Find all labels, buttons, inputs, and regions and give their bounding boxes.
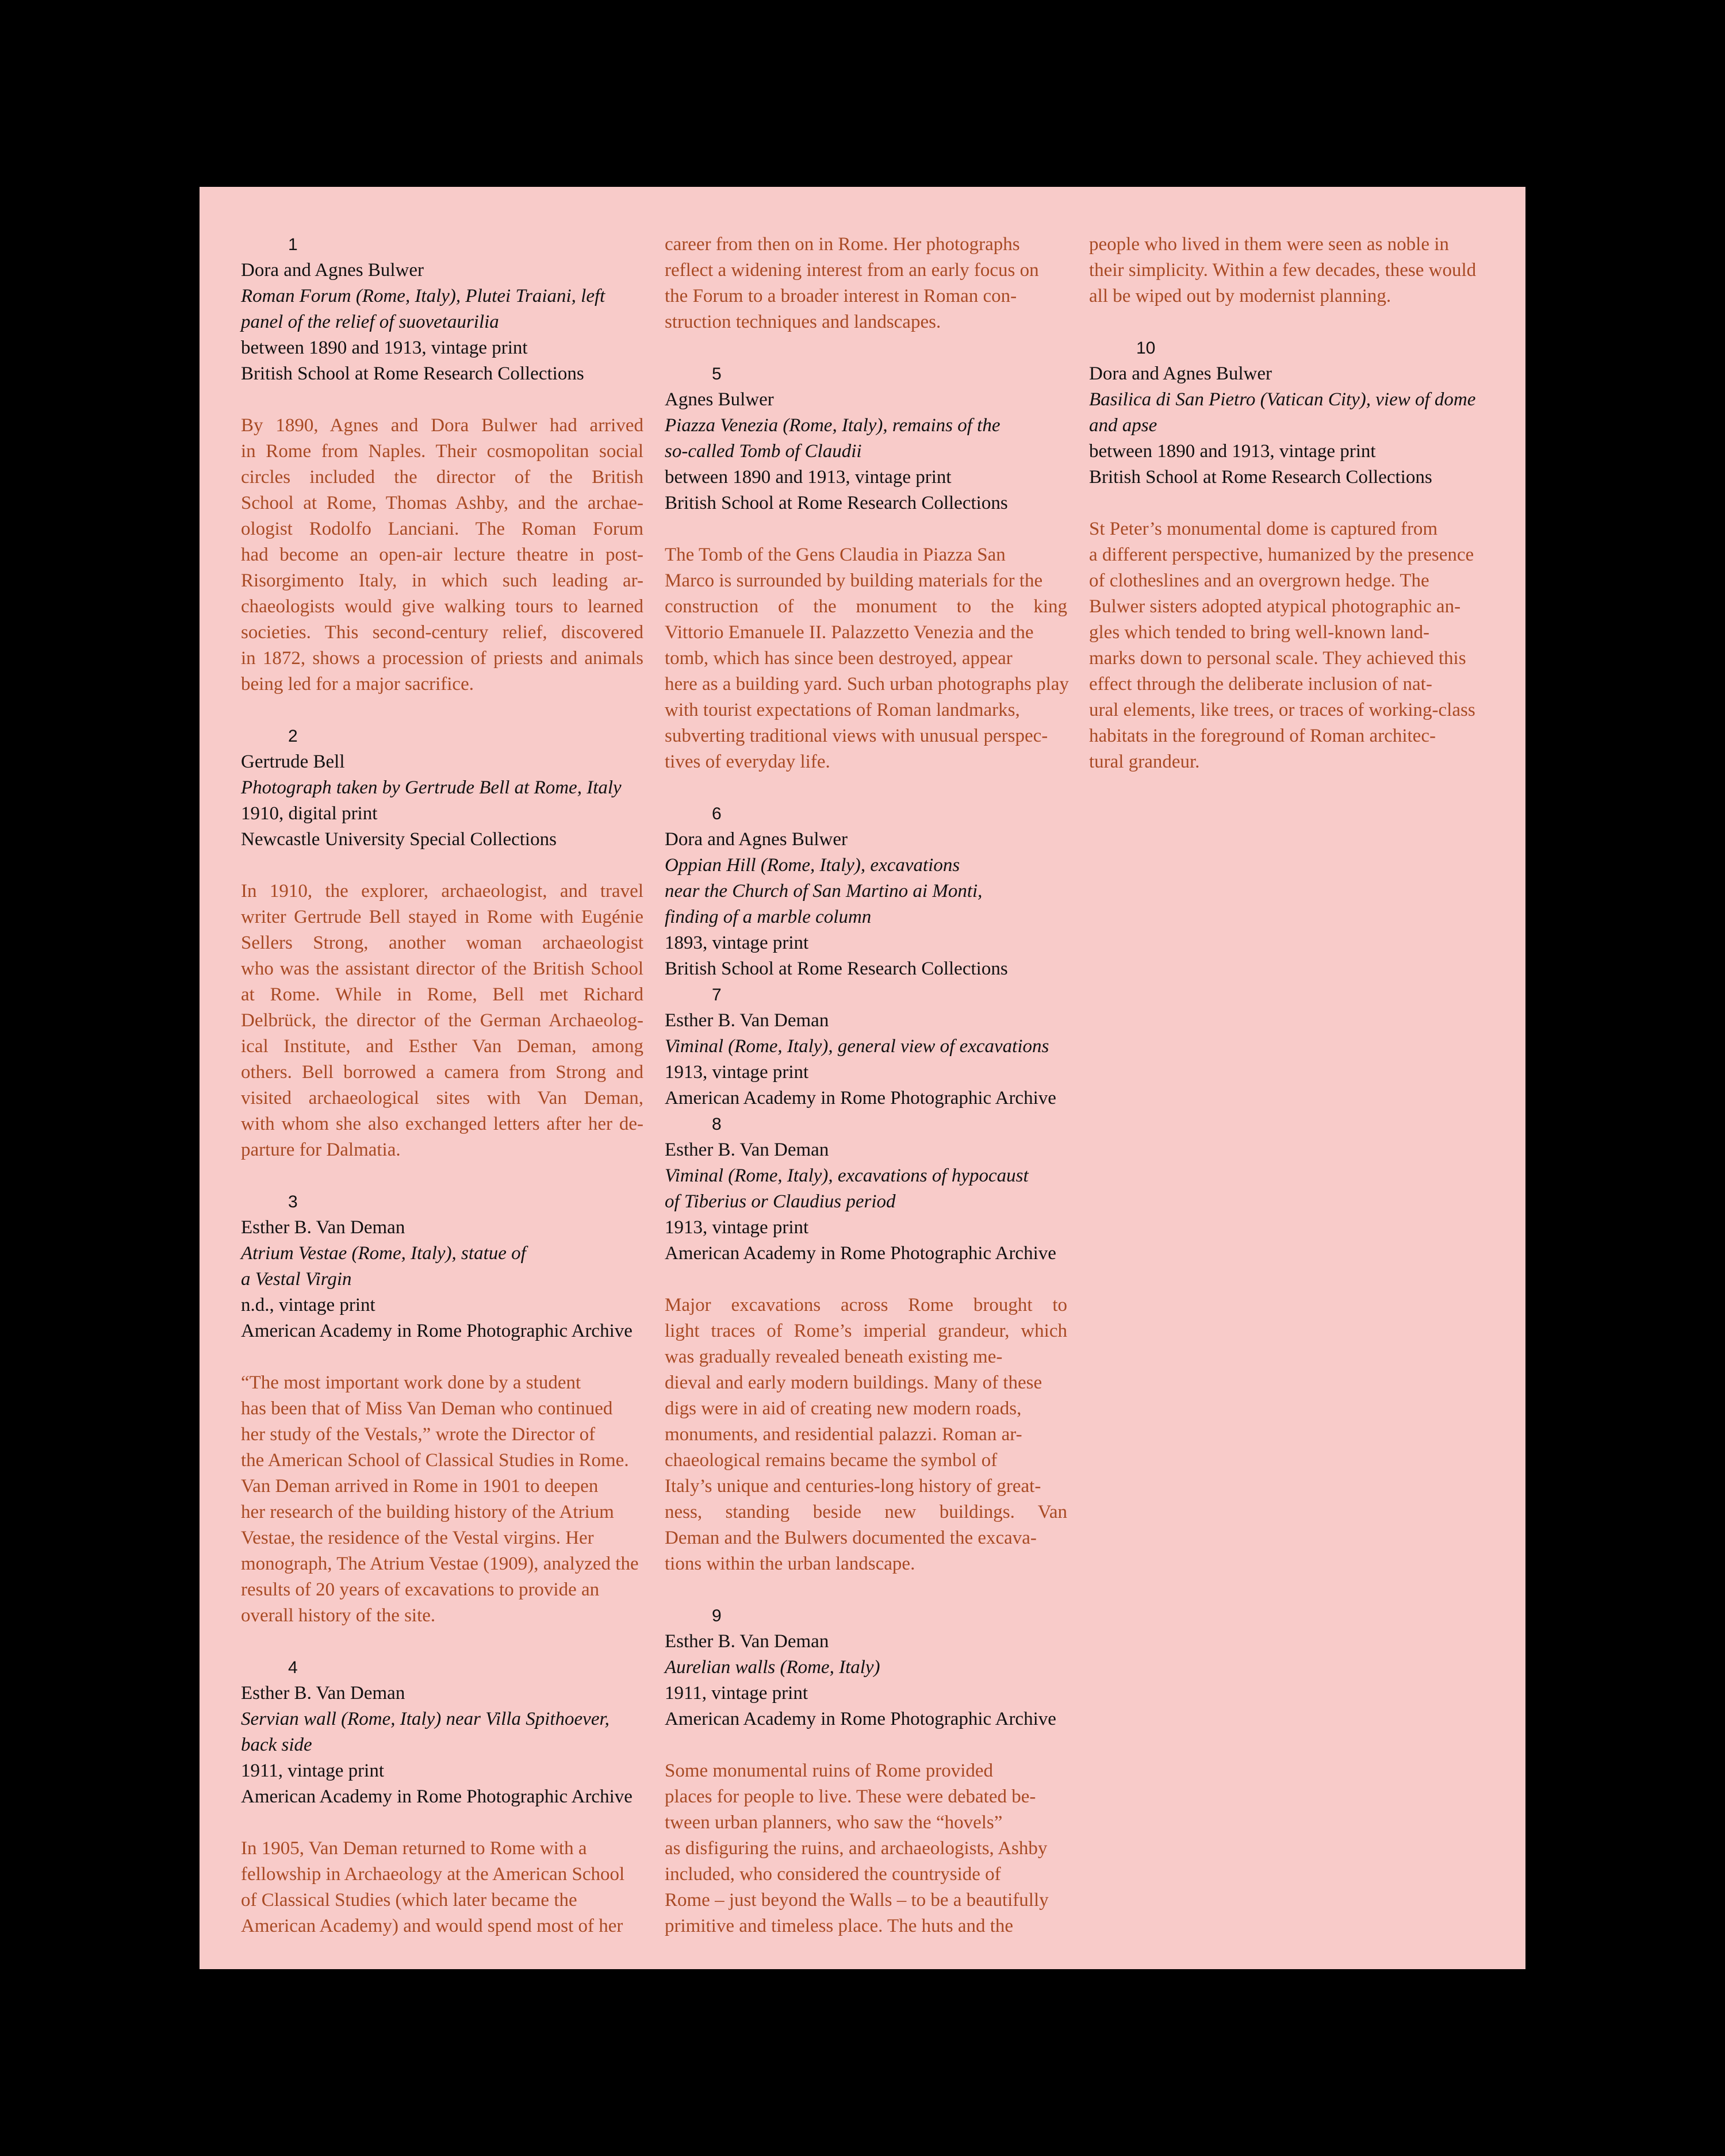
entry-title-line: back side [241, 1735, 312, 1755]
entry-collection: American Academy in Rome Photographic Archive [241, 1321, 632, 1341]
entry-text-line: monograph, The Atrium Vestae (1909), analyzed the [241, 1553, 639, 1574]
entry-date-medium: 1910, digital print [241, 803, 378, 824]
entry-text-line: Major excavations across Rome brought to [665, 1295, 1067, 1315]
entry-text-line: gles which tended to bring well-known land- [1089, 622, 1430, 643]
catalogue-page [200, 187, 1525, 1969]
entry-text-line: Bulwer sisters adopted atypical photographic an- [1089, 596, 1461, 617]
entry-text-line: chaeological remains became the symbol of [665, 1450, 998, 1471]
entry-text-line: was gradually revealed beneath existing me- [665, 1346, 1003, 1367]
entry-text-line: had become an open-air lecture theatre in post- [241, 544, 643, 565]
entry-text-line: their simplicity. Within a few decades, these would [1089, 260, 1477, 281]
entry-text-line: Vittorio Emanuele II. Palazzetto Venezia and the [665, 622, 1034, 643]
entry-collection: British School at Rome Research Collections [665, 958, 1008, 979]
entry-text-line: in Rome from Naples. Their cosmopolitan social [241, 441, 643, 462]
entry-text-line: Sellers Strong, another woman archaeologist [241, 933, 643, 953]
entry-text-line: tives of everyday life. [665, 751, 830, 772]
entry-title-line: and apse [1089, 415, 1157, 436]
entry-date-medium: 1913, vintage print [665, 1062, 809, 1083]
entry-text-line: a different perspective, humanized by the presence [1089, 544, 1474, 565]
entry-text-line: societies. This second-century relief, discovered [241, 622, 643, 643]
entry-text-line: By 1890, Agnes and Dora Bulwer had arrived [241, 415, 643, 436]
entry-text-line: her study of the Vestals,” wrote the Director of [241, 1424, 596, 1445]
entry-date-medium: between 1890 and 1913, vintage print [1089, 441, 1376, 462]
entry-text-line: results of 20 years of excavations to provide an [241, 1579, 600, 1600]
entry-text-line: Italy’s unique and centuries-long history of great- [665, 1476, 1041, 1497]
entry-artist: Esther B. Van Deman [665, 1010, 829, 1031]
entry-text-line: tween urban planners, who saw the “hovels” [665, 1812, 1003, 1833]
entry-text-line: Delbrück, the director of the German Archaeolog- [241, 1010, 643, 1031]
entry-text-line: overall history of the site. [241, 1605, 436, 1626]
entry-text-line: St Peter’s monumental dome is captured from [1089, 519, 1438, 539]
entry-text-line: fellowship in Archaeology at the American School [241, 1864, 625, 1885]
entry-artist: Esther B. Van Deman [241, 1217, 405, 1238]
entry-collection: British School at Rome Research Collections [1089, 467, 1432, 488]
entry-text-line: tomb, which has since been destroyed, appear [665, 648, 1013, 669]
entry-title-line: Oppian Hill (Rome, Italy), excavations [665, 855, 960, 876]
entry-text-line: the American School of Classical Studies in Rome. [241, 1450, 629, 1471]
entry-text-line: Vestae, the residence of the Vestal virgins. Her [241, 1528, 594, 1548]
entry-text-line: effect through the deliberate inclusion of nat- [1089, 674, 1432, 695]
entry-text-line: “The most important work done by a student [241, 1372, 581, 1393]
entry-number: 1 [288, 235, 298, 254]
entry-collection: British School at Rome Research Collections [665, 493, 1008, 513]
entry-artist: Dora and Agnes Bulwer [1089, 363, 1272, 384]
entry-text-line: ical Institute, and Esther Van Deman, among [241, 1036, 643, 1057]
entry-text-line: dieval and early modern buildings. Many of these [665, 1372, 1042, 1393]
entry-text-line: who was the assistant director of the British School [241, 958, 643, 979]
entry-collection: American Academy in Rome Photographic Archive [665, 1088, 1056, 1108]
entry-date-medium: between 1890 and 1913, vintage print [241, 337, 528, 358]
column-2 [665, 232, 1067, 1939]
entry-text-line: writer Gertrude Bell stayed in Rome with Eugénie [241, 907, 643, 927]
entry-text-line: digs were in aid of creating new modern roads, [665, 1398, 1022, 1419]
entry-date-medium: 1913, vintage print [665, 1217, 809, 1238]
entry-text-line: subverting traditional views with unusual perspec- [665, 726, 1048, 746]
entry-text-line: reflect a widening interest from an early focus on [665, 260, 1039, 281]
column-1 [241, 232, 643, 1939]
entry-text-line: circles included the director of the British [241, 467, 643, 488]
entry-number: 8 [712, 1115, 722, 1134]
entry-text-line: chaeologists would give walking tours to learned [241, 596, 643, 617]
column-3 [1089, 232, 1492, 775]
entry-text-line: tions within the urban landscape. [665, 1553, 915, 1574]
entry-title-line: so-called Tomb of Claudii [665, 441, 862, 462]
entry-number: 4 [288, 1658, 298, 1677]
entry-text-line: of clotheslines and an overgrown hedge. The [1089, 570, 1429, 591]
entry-text-line: Rome – just beyond the Walls – to be a beautifully [665, 1890, 1049, 1911]
entry-number: 9 [712, 1606, 722, 1625]
entry-number: 3 [288, 1192, 298, 1211]
entry-artist: Dora and Agnes Bulwer [665, 829, 848, 850]
entry-title-line: of Tiberius or Claudius period [665, 1191, 896, 1212]
entry-text-line: being led for a major sacrifice. [241, 674, 474, 695]
entry-artist: Agnes Bulwer [665, 389, 774, 410]
entry-text-line: In 1910, the explorer, archaeologist, and travel [241, 881, 643, 901]
entry-text-line: In 1905, Van Deman returned to Rome with a [241, 1838, 587, 1859]
entry-title-line: Piazza Venezia (Rome, Italy), remains of the [665, 415, 1000, 436]
entry-date-medium: between 1890 and 1913, vintage print [665, 467, 952, 488]
entry-text-line: places for people to live. These were debated be- [665, 1786, 1036, 1807]
entry-text-line: ness, standing beside new buildings. Van [665, 1502, 1067, 1522]
entry-title-line: Photograph taken by Gertrude Bell at Rome, Italy [241, 777, 622, 798]
entry-text-line: struction techniques and landscapes. [665, 312, 941, 332]
entry-date-medium: 1893, vintage print [665, 933, 809, 953]
entry-title-line: Viminal (Rome, Italy), excavations of hypocaust [665, 1165, 1029, 1186]
entry-text-line: in 1872, shows a procession of priests and animals [241, 648, 643, 669]
entry-text-line: included, who considered the countryside of [665, 1864, 1001, 1885]
entry-text-line: here as a building yard. Such urban photographs play [665, 674, 1069, 695]
entry-artist: Gertrude Bell [241, 751, 345, 772]
entry-title-line: near the Church of San Martino ai Monti, [665, 881, 983, 901]
entry-title-line: a Vestal Virgin [241, 1269, 352, 1290]
entry-text-line: construction of the monument to the king [665, 596, 1067, 617]
entry-collection: American Academy in Rome Photographic Archive [241, 1786, 632, 1807]
entry-text-line: at Rome. While in Rome, Bell met Richard [241, 984, 643, 1005]
entry-text-line: ologist Rodolfo Lanciani. The Roman Forum [241, 519, 643, 539]
entry-text-line: School at Rome, Thomas Ashby, and the archae- [241, 493, 643, 513]
entry-text-line: visited archaeological sites with Van Deman, [241, 1088, 643, 1108]
entry-text-line: all be wiped out by modernist planning. [1089, 286, 1392, 306]
entry-collection: British School at Rome Research Collections [241, 363, 584, 384]
entry-number: 7 [712, 985, 722, 1004]
entry-title-line: Roman Forum (Rome, Italy), Plutei Traiani, left [241, 286, 605, 306]
entry-text-line: Deman and the Bulwers documented the excava- [665, 1528, 1037, 1548]
entry-text-line: monuments, and residential palazzi. Roman ar- [665, 1424, 1022, 1445]
entry-text-line: tural grandeur. [1089, 751, 1200, 772]
entry-artist: Esther B. Van Deman [665, 1631, 829, 1652]
entry-text-line: marks down to personal scale. They achieved this [1089, 648, 1466, 669]
entry-number: 6 [712, 804, 722, 823]
entry-collection: Newcastle University Special Collections [241, 829, 557, 850]
entry-text-line: people who lived in them were seen as noble in [1089, 234, 1449, 255]
entry-number: 10 [1136, 339, 1156, 358]
entry-text-line: has been that of Miss Van Deman who continued [241, 1398, 613, 1419]
entry-text-line: Marco is surrounded by building materials for the [665, 570, 1043, 591]
entry-artist: Dora and Agnes Bulwer [241, 260, 424, 281]
entry-title-line: Servian wall (Rome, Italy) near Villa Spithoever, [241, 1709, 610, 1729]
entry-title-line: panel of the relief of suovetaurilia [241, 312, 499, 332]
entry-text-line: ural elements, like trees, or traces of working-class [1089, 700, 1475, 720]
entry-text-line: parture for Dalmatia. [241, 1140, 401, 1160]
entry-title-line: Basilica di San Pietro (Vatican City), view of dome [1089, 389, 1476, 410]
entry-text-line: primitive and timeless place. The huts and the [665, 1916, 1014, 1936]
entry-title-line: Viminal (Rome, Italy), general view of excavations [665, 1036, 1049, 1057]
entry-text-line: Risorgimento Italy, in which such leading ar- [241, 570, 643, 591]
entry-text-line: habitats in the foreground of Roman architec- [1089, 726, 1436, 746]
entry-text-line: career from then on in Rome. Her photographs [665, 234, 1020, 255]
entry-text-line: American Academy) and would spend most of her [241, 1916, 623, 1936]
entry-date-medium: 1911, vintage print [241, 1760, 384, 1781]
entry-text-line: others. Bell borrowed a camera from Strong and [241, 1062, 643, 1083]
entry-text-line: Van Deman arrived in Rome in 1901 to deepen [241, 1476, 599, 1497]
entry-text-line: of Classical Studies (which later became the [241, 1890, 577, 1911]
entry-date-medium: n.d., vintage print [241, 1295, 375, 1315]
entry-collection: American Academy in Rome Photographic Archive [665, 1243, 1056, 1264]
entry-text-line: her research of the building history of the Atrium [241, 1502, 614, 1522]
entry-collection: American Academy in Rome Photographic Archive [665, 1709, 1056, 1729]
entry-text-line: with tourist expectations of Roman landmarks, [665, 700, 1020, 720]
entry-title-line: Aurelian walls (Rome, Italy) [665, 1657, 880, 1678]
entry-number: 2 [288, 727, 298, 746]
entry-date-medium: 1911, vintage print [665, 1683, 808, 1704]
entry-title-line: finding of a marble column [665, 907, 872, 927]
entry-number: 5 [712, 365, 722, 383]
entry-text-line: as disfiguring the ruins, and archaeologists, Ashby [665, 1838, 1048, 1859]
entry-text-line: The Tomb of the Gens Claudia in Piazza San [665, 544, 1006, 565]
entry-title-line: Atrium Vestae (Rome, Italy), statue of [241, 1243, 526, 1264]
entry-text-line: Some monumental ruins of Rome provided [665, 1760, 994, 1781]
entry-artist: Esther B. Van Deman [241, 1683, 405, 1704]
entry-artist: Esther B. Van Deman [665, 1140, 829, 1160]
entry-text-line: with whom she also exchanged letters after her de- [241, 1114, 643, 1134]
entry-text-line: light traces of Rome’s imperial grandeur, which [665, 1321, 1067, 1341]
entry-text-line: the Forum to a broader interest in Roman con- [665, 286, 1017, 306]
